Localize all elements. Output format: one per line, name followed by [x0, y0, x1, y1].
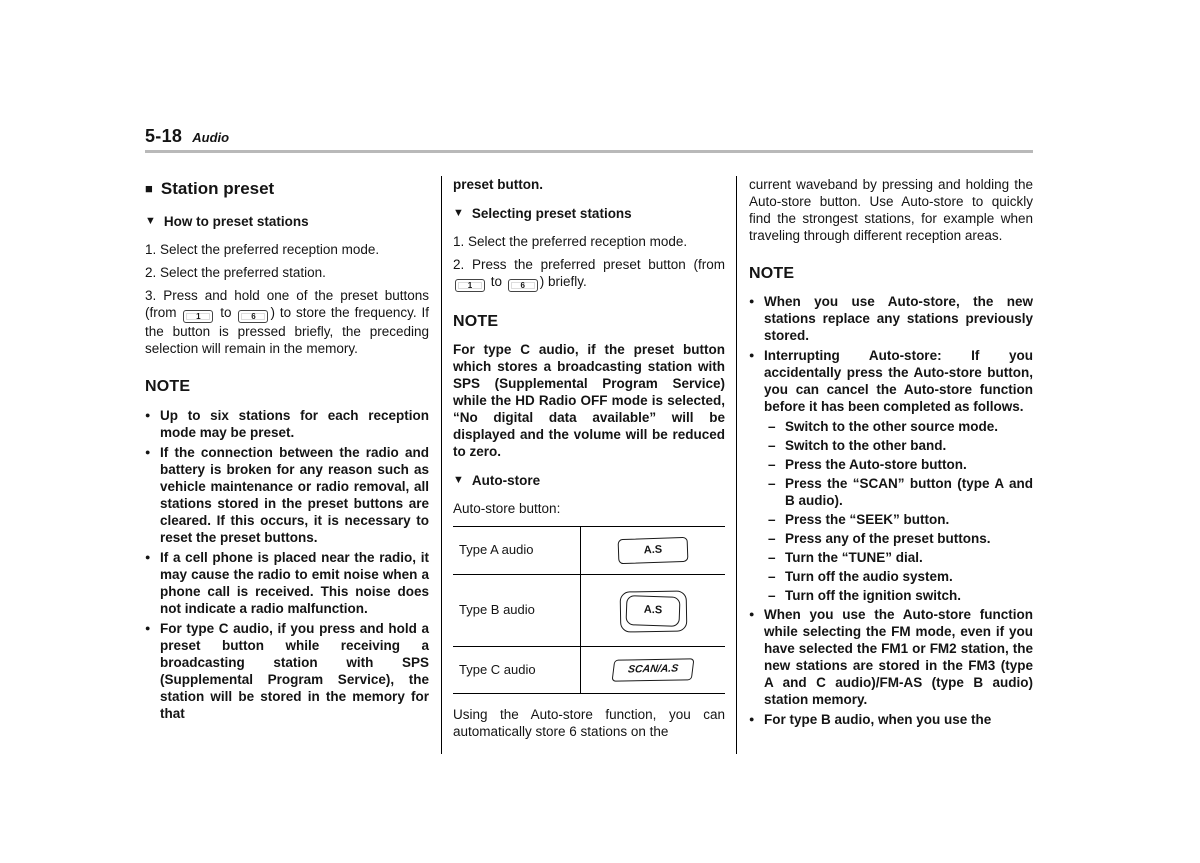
preset-button-6-label: 6: [251, 312, 256, 322]
dash-icon: –: [768, 476, 776, 492]
dash-item: [749, 456, 1033, 473]
triangle-icon: ▼: [453, 207, 464, 219]
note-paragraph: For type C audio, if the preset button which stores a broadcasting station with SPS (Supplemental Program Service) while the HD Radio OFF mode is selected, “No digital data available” will be displayed and the volume will be reduced to zero.: [453, 342, 725, 460]
preset-button-1-label: 1: [196, 312, 201, 322]
dash-item: [749, 587, 1033, 604]
dash-text: Switch to the other source mode.: [785, 419, 999, 435]
dash-text: Press the “SCAN” button (type A and B audio).: [785, 476, 1033, 509]
bullet-icon: ●: [749, 296, 755, 307]
note-item: [749, 293, 1033, 344]
continuation-text: preset button.: [453, 177, 543, 192]
intro-paragraph: current waveband by pressing and holding the Auto-store button. Use Auto-store to quickly find the strongest stations, for example when traveling through different reception areas.: [749, 177, 1033, 243]
autostore-button-label: Auto-store button:: [453, 501, 561, 517]
dash-item: [749, 511, 1033, 528]
heading-text: Station preset: [160, 179, 275, 198]
step-2-text: 2. Press the preferred preset button (from: [453, 257, 725, 272]
autostore-button-table: [453, 526, 725, 694]
column-left: [145, 176, 441, 754]
step-1: 1. Select the preferred reception mode.: [453, 234, 688, 249]
header-rule: [145, 150, 1033, 153]
note-text: When you use Auto-store, the new stations replace any stations previously stored.: [764, 294, 1033, 344]
note-text: For type B audio, when you use the: [764, 712, 992, 728]
heading-station-preset: [145, 178, 429, 199]
note-heading: NOTE: [453, 313, 499, 330]
column-right: [737, 176, 1033, 754]
dash-icon: –: [768, 588, 776, 604]
step-3-text-mid: to: [215, 305, 237, 321]
preset-button-1-icon: [455, 279, 485, 292]
note-item: [749, 711, 1033, 728]
dash-text: Turn off the ignition switch.: [785, 588, 961, 604]
dash-text: Turn off the audio system.: [785, 569, 953, 585]
dash-icon: –: [768, 531, 776, 547]
dash-item: [749, 568, 1033, 585]
step-2: 2. Select the preferred station.: [145, 265, 326, 281]
note-text: If the connection between the radio and battery is broken for any reason such as vehicle maintenance or radio removal, all stations stored in the preset buttons are cleared. If this occurs, it is necessary to reset the preset buttons.: [160, 444, 429, 545]
table-cell-label: Type B audio: [453, 575, 581, 646]
autostore-button-type-b-icon: [625, 595, 680, 627]
subheading-selecting-preset: [453, 205, 725, 222]
note-item: [145, 620, 429, 722]
page-header: [145, 126, 1033, 147]
dash-item: [749, 549, 1033, 566]
bullet-icon: ●: [145, 622, 151, 633]
button-label: A.S: [643, 603, 663, 617]
dash-item: [749, 530, 1033, 547]
step-3-text: 3. Press and hold one of the preset buttons (from: [145, 288, 429, 321]
autostore-button-type-c-icon: [612, 658, 695, 681]
subheading-text: Auto-store: [471, 473, 541, 489]
note-item: [749, 606, 1033, 708]
note-item: [145, 444, 429, 546]
square-bullet-icon: ■: [145, 181, 153, 197]
note-item: [145, 407, 429, 441]
dash-text: Turn the “TUNE” dial.: [785, 550, 923, 566]
table-cell-label: Type A audio: [453, 527, 581, 574]
bullet-icon: ●: [749, 609, 755, 620]
table-cell-button: [581, 575, 725, 646]
step-2-text-mid: to: [487, 274, 506, 289]
dash-text: Press the “SEEK” button.: [785, 512, 950, 528]
note-text: For type C audio, if you press and hold a preset button while receiving a broadcasting station with SPS (Supplemental Program Service), the station will be stored in the memory for that: [160, 620, 429, 721]
bullet-icon: ●: [145, 446, 151, 457]
note-heading: NOTE: [145, 378, 191, 396]
dash-icon: –: [768, 550, 776, 566]
bullet-icon: ●: [749, 350, 755, 361]
three-column-layout: [145, 176, 1033, 754]
bullet-icon: ●: [749, 714, 755, 725]
dash-icon: –: [768, 512, 776, 528]
note-item: [145, 549, 429, 617]
note-text: Interrupting Auto-store: If you accidentally press the Auto-store button, you can cancel the Auto-store function before it has been completed as follows.: [764, 348, 1033, 415]
preset-button-6-icon: [508, 279, 538, 292]
table-row: [453, 647, 725, 693]
table-row: [453, 527, 725, 575]
note-heading: NOTE: [749, 265, 795, 282]
preset-button-1-label: 1: [467, 281, 473, 290]
step-3: [145, 287, 429, 357]
button-label: SCAN/A.S: [627, 663, 679, 676]
dash-icon: –: [768, 419, 776, 435]
table-cell-button: [581, 647, 725, 693]
dash-text: Switch to the other band.: [785, 438, 947, 454]
button-label: A.S: [643, 543, 663, 557]
preset-button-6-label: 6: [520, 281, 525, 290]
step-2: [453, 256, 725, 292]
subheading-text: How to preset stations: [163, 214, 309, 230]
dash-item: [749, 437, 1033, 454]
autostore-button-type-a-icon: [618, 537, 689, 564]
bullet-icon: ●: [145, 551, 151, 562]
dash-icon: –: [768, 438, 776, 454]
subheading-text: Selecting preset stations: [471, 206, 632, 221]
note-item: [749, 347, 1033, 415]
page-number: 5-18: [145, 126, 183, 146]
subheading-auto-store: [453, 472, 725, 489]
table-cell-label: Type C audio: [453, 647, 581, 693]
step-3-text-end: ) to store the frequency. If the button is pressed briefly, the preceding selection will remain in the memory.: [145, 305, 430, 357]
note-text: Up to six stations for each reception mode may be preset.: [160, 407, 429, 440]
column-middle: [441, 176, 737, 754]
triangle-icon: ▼: [453, 474, 464, 487]
triangle-icon: ▼: [145, 215, 156, 228]
page-content: [145, 126, 1033, 754]
closing-paragraph: Using the Auto-store function, you can automatically store 6 stations on the: [453, 707, 725, 740]
dash-icon: –: [768, 569, 776, 585]
preset-button-6-icon: [238, 310, 268, 323]
dash-item: [749, 475, 1033, 509]
dash-text: Press the Auto-store button.: [785, 457, 967, 473]
note-text: If a cell phone is placed near the radio, it may cause the radio to emit noise when a phone call is received. This noise does not indicate a radio malfunction.: [160, 549, 429, 616]
dash-item: [749, 418, 1033, 435]
step-2-text-end: ) briefly.: [539, 274, 587, 289]
section-name: Audio: [192, 130, 230, 145]
note-text: When you use the Auto-store function while selecting the FM mode, even if you have selected the FM1 or FM2 station, the new stations are stored in the FM3 (type A and C audio)/FM-AS (type B audio) station memory.: [764, 607, 1033, 708]
table-cell-button: [581, 527, 725, 574]
table-row: [453, 575, 725, 647]
bullet-icon: ●: [145, 409, 151, 420]
dash-text: Press any of the preset buttons.: [785, 531, 991, 547]
dash-icon: –: [768, 457, 776, 473]
step-1: 1. Select the preferred reception mode.: [145, 242, 380, 258]
subheading-how-to-preset: [145, 213, 429, 230]
preset-button-1-icon: [183, 310, 213, 323]
